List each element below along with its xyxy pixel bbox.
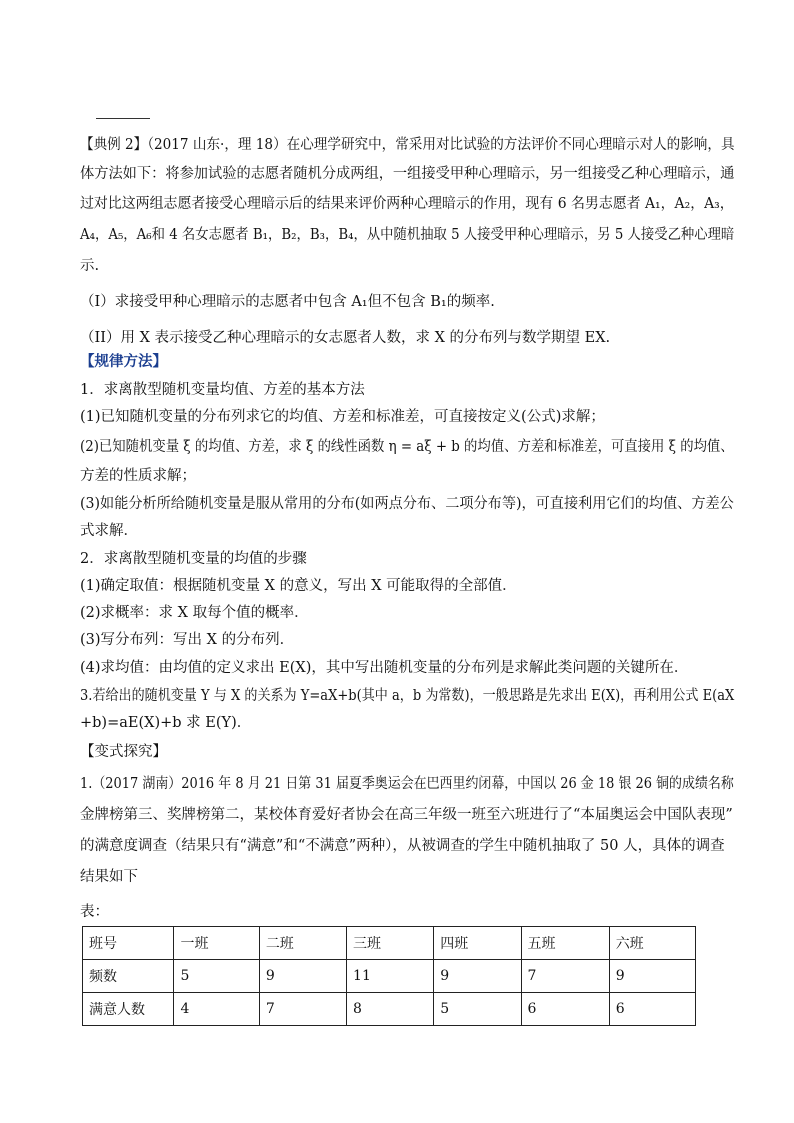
table-cell: 频数 (83, 960, 174, 993)
method-point-2b: 方差的性质求解； (80, 468, 196, 484)
method-point-2: (2)已知随机变量 ξ 的均值、方差，求 ξ 的线性函数 η = aξ + b 的均值、方差和标准差，可直接用 ξ 的均值、 (80, 439, 734, 455)
method-section-2: 2．求离散型随机变量的均值的步骤 (80, 551, 307, 567)
method-section-1: 1．求离散型随机变量均值、方差的基本方法 (80, 382, 365, 398)
method-point-3: (3)如能分析所给随机变量是服从常用的分布(如两点分布、二项分布等)，可直接利用它们的均值、方差公 (80, 496, 734, 512)
header-rule (96, 118, 150, 119)
method-point-1: (1)已知随机变量的分布列求它的均值、方差和标准差，可直接按定义(公式)求解； (80, 409, 605, 425)
table-header-cell: 二班 (259, 927, 346, 960)
table-cell: 9 (609, 960, 695, 993)
table-cell: 6 (521, 993, 609, 1026)
method-section-3: 3.若给出的随机变量 Y 与 X 的关系为 Y=aX+b(其中 a，b 为常数)，一般思路是先求出 E(X)，再利用公式 E(aX (80, 688, 735, 704)
table-row (83, 993, 696, 1026)
table-header-cell: 三班 (347, 927, 434, 960)
example-line-4: A₄，A₅，A₆和 4 名女志愿者 B₁，B₂，B₃，B₄，从中随机抽取 5 人接受甲种心理暗示，另 5 人接受乙种心理暗 (80, 227, 735, 243)
variant-title: 【变式探究】 (80, 744, 167, 760)
table-header-row (83, 927, 696, 960)
question-2: （II）用 X 表示接受乙种心理暗示的女志愿者人数，求 X 的分布列与数学期望 EX. (80, 330, 611, 346)
table-cell: 11 (347, 960, 434, 993)
table-cell: 7 (521, 960, 609, 993)
method-section-3b: +b)=aE(X)+b 求 E(Y)． (80, 715, 252, 731)
example-source: （2017 山东·，理 18） (147, 137, 287, 153)
example-line-3: 过对比这两组志愿者接受心理暗示后的结果来评价两种心理暗示的作用，现有 6 名男志愿者 A₁，A₂，A₃， (80, 196, 734, 212)
variant-line-5: 表： (80, 904, 109, 920)
method-title: 【规律方法】 (80, 353, 167, 370)
variant-line-4: 结果如下 (80, 869, 138, 885)
table-row (83, 960, 696, 993)
variant-line-2: 金牌榜第三、奖牌榜第二，某校体育爱好者协会在高三年级一班至六班进行了“本届奥运会中国队表现” (80, 807, 733, 823)
table-cell: 4 (174, 993, 259, 1026)
question-1: （I）求接受甲种心理暗示的志愿者中包含 A₁但不包含 B₁的频率. (80, 294, 495, 310)
table-cell: 满意人数 (83, 993, 174, 1026)
example-text-1: 在心理学研究中，常采用对比试验的方法评价不同心理暗示对人的影响，具 (286, 137, 735, 153)
variant-line-1: 1.（2017 湖南）2016 年 8 月 21 日第 31 届夏季奥运会在巴西里约闭幕，中国以 26 金 18 银 26 铜的成绩名称 (80, 776, 734, 792)
method-step-1: (1)确定取值：根据随机变量 X 的意义，写出 X 可能取得的全部值． (80, 578, 517, 594)
table-cell: 9 (434, 960, 521, 993)
example-line-1 (80, 135, 735, 155)
survey-table (82, 926, 696, 1026)
table-header-cell: 班号 (83, 927, 174, 960)
table-header-cell: 六班 (609, 927, 695, 960)
method-point-3b: 式求解． (80, 523, 138, 539)
table-cell: 6 (609, 993, 695, 1026)
example-line-2: 体方法如下：将参加试验的志愿者随机分成两组，一组接受甲种心理暗示，另一组接受乙种心理暗示，通 (80, 166, 735, 182)
table-cell: 7 (259, 993, 346, 1026)
example-head: 【典例 2】 (80, 137, 148, 153)
method-step-4: (4)求均值：由均值的定义求出 E(X)，其中写出随机变量的分布列是求解此类问题的关键所在． (80, 660, 689, 676)
table-header-cell: 四班 (434, 927, 521, 960)
method-step-2: (2)求概率：求 X 取每个值的概率． (80, 605, 309, 621)
example-line-5: 示. (80, 258, 100, 274)
table-cell: 5 (434, 993, 521, 1026)
table-header-cell: 一班 (174, 927, 259, 960)
variant-line-3: 的满意度调查（结果只有“满意”和“不满意”两种），从被调查的学生中随机抽取了 50 人，具体的调查 (80, 838, 725, 854)
table-cell: 9 (259, 960, 346, 993)
table-cell: 8 (347, 993, 434, 1026)
table-header-cell: 五班 (521, 927, 609, 960)
table-cell: 5 (174, 960, 259, 993)
method-step-3: (3)写分布列：写出 X 的分布列． (80, 632, 295, 648)
